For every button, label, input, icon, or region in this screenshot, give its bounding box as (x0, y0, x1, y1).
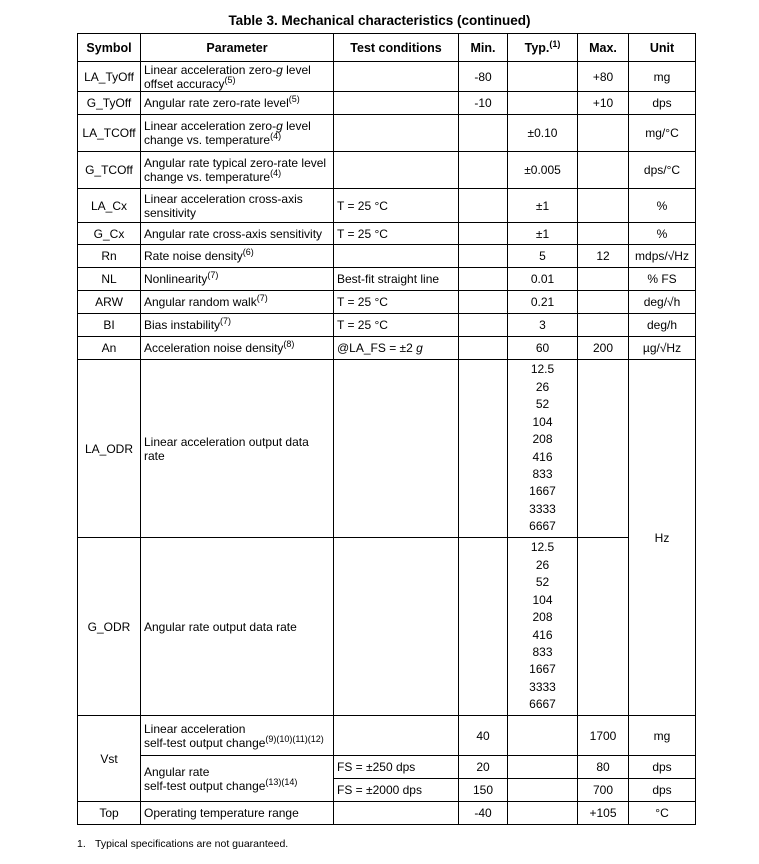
unit-cell: mg (629, 62, 696, 92)
unit-cell: mg (629, 716, 696, 756)
test-cell: FS = ±2000 dps (334, 779, 459, 802)
parameter-cell: Nonlinearity$^{(7)}$ (141, 268, 334, 291)
test-cell: T = 25 °C (334, 314, 459, 337)
table-row (78, 291, 696, 314)
symbol-cell: Top (78, 802, 141, 825)
test-cell: T = 25 °C (334, 223, 459, 245)
parameter-cell: Acceleration noise density$^{(8)}$ (141, 337, 334, 360)
parameter-cell: Angular rate zero-rate level$^{(5)}$ (141, 92, 334, 115)
symbol-cell: ARW (78, 291, 141, 314)
parameter-cell: Operating temperature range (141, 802, 334, 825)
test-cell (334, 62, 459, 92)
max-cell (578, 538, 629, 716)
parameter-cell: Angular rate cross-axis sensitivity (141, 223, 334, 245)
unit-cell: mg/°C (629, 115, 696, 152)
max-cell (578, 115, 629, 152)
table-row (78, 92, 696, 115)
max-cell: 12 (578, 245, 629, 268)
max-cell (578, 314, 629, 337)
typ-cell (508, 756, 578, 779)
typ-cell: 12.5 26 52 104 208 416 833 1667 3333 6667 (508, 360, 578, 538)
min-cell (459, 538, 508, 716)
header-parameter: Parameter (141, 34, 334, 62)
max-cell: +10 (578, 92, 629, 115)
typ-cell: ±0.10 (508, 115, 578, 152)
symbol-cell: BI (78, 314, 141, 337)
symbol-cell: G_TyOff (78, 92, 141, 115)
typ-cell: ±1 (508, 189, 578, 223)
footnote-number: 1. (77, 838, 86, 850)
symbol-cell: LA_TyOff (78, 62, 141, 92)
test-cell (334, 360, 459, 538)
min-cell (459, 245, 508, 268)
table-row (78, 314, 696, 337)
max-cell (578, 189, 629, 223)
typ-cell: 5 (508, 245, 578, 268)
min-cell (459, 268, 508, 291)
min-cell (459, 360, 508, 538)
typ-cell: 60 (508, 337, 578, 360)
test-cell (334, 115, 459, 152)
test-cell (334, 538, 459, 716)
max-cell: 1700 (578, 716, 629, 756)
unit-cell: dps (629, 779, 696, 802)
symbol-cell: Rn (78, 245, 141, 268)
min-cell: -40 (459, 802, 508, 825)
typ-cell: ±0.005 (508, 152, 578, 189)
min-cell (459, 291, 508, 314)
header-unit: Unit (629, 34, 696, 62)
test-cell: @LA_FS = ±2 g (334, 337, 459, 360)
unit-cell: dps (629, 756, 696, 779)
max-cell: +80 (578, 62, 629, 92)
unit-cell: dps/°C (629, 152, 696, 189)
min-cell (459, 152, 508, 189)
min-cell: 20 (459, 756, 508, 779)
symbol-cell: G_TCOff (78, 152, 141, 189)
parameter-cell: Linear acceleration zero-g level offset accuracy$^{(5)}$ (141, 62, 334, 92)
unit-cell: deg/h (629, 314, 696, 337)
test-cell: Best-fit straight line (334, 268, 459, 291)
typ-cell: ±1 (508, 223, 578, 245)
test-cell (334, 245, 459, 268)
unit-cell: % (629, 223, 696, 245)
header-typ: Typ.$^{(1)}$ (508, 34, 578, 62)
unit-cell: % FS (629, 268, 696, 291)
parameter-cell: Bias instability$^{(7)}$ (141, 314, 334, 337)
typ-cell (508, 62, 578, 92)
parameter-cell: Linear acceleration self-test output change$^{(9)(10)(11)(12)}$ (141, 716, 334, 756)
typ-cell: 0.01 (508, 268, 578, 291)
max-cell (578, 152, 629, 189)
table-row (78, 802, 696, 825)
table-row (78, 538, 696, 716)
test-cell (334, 152, 459, 189)
parameter-cell: Angular rate typical zero-rate level change vs. temperature$^{(4)}$ (141, 152, 334, 189)
table-row (78, 756, 696, 779)
max-cell (578, 268, 629, 291)
test-cell: T = 25 °C (334, 189, 459, 223)
typ-cell: 3 (508, 314, 578, 337)
min-cell (459, 189, 508, 223)
max-cell: 80 (578, 756, 629, 779)
test-cell (334, 92, 459, 115)
table-row (78, 152, 696, 189)
table-row (78, 223, 696, 245)
symbol-cell: G_ODR (78, 538, 141, 716)
min-cell (459, 223, 508, 245)
min-cell (459, 115, 508, 152)
unit-cell: µg/√Hz (629, 337, 696, 360)
table-row (78, 716, 696, 756)
footnote-text: Typical specifications are not guaranteed. (95, 838, 289, 850)
table-row (78, 115, 696, 152)
header-row (78, 34, 696, 62)
test-cell: T = 25 °C (334, 291, 459, 314)
mechanical-characteristics-table (77, 33, 696, 825)
unit-cell: deg/√h (629, 291, 696, 314)
max-cell (578, 223, 629, 245)
header-min: Min. (459, 34, 508, 62)
parameter-cell: Linear acceleration cross-axis sensitivity (141, 189, 334, 223)
min-cell (459, 337, 508, 360)
typ-cell (508, 92, 578, 115)
max-cell: 200 (578, 337, 629, 360)
test-cell: FS = ±250 dps (334, 756, 459, 779)
min-cell: 40 (459, 716, 508, 756)
max-cell (578, 291, 629, 314)
unit-cell: mdps/√Hz (629, 245, 696, 268)
table-row (78, 189, 696, 223)
table-row (78, 62, 696, 92)
table-row (78, 337, 696, 360)
table-row (78, 268, 696, 291)
parameter-cell: Angular random walk$^{(7)}$ (141, 291, 334, 314)
symbol-cell: G_Cx (78, 223, 141, 245)
parameter-cell: Linear acceleration zero-g level change vs. temperature$^{(4)}$ (141, 115, 334, 152)
header-symbol: Symbol (78, 34, 141, 62)
table-title: Table 3. Mechanical characteristics (continued) (228, 13, 531, 28)
parameter-cell: Linear acceleration output data rate (141, 360, 334, 538)
typ-cell (508, 716, 578, 756)
unit-cell: % (629, 189, 696, 223)
test-cell (334, 716, 459, 756)
symbol-cell: LA_Cx (78, 189, 141, 223)
max-cell (578, 360, 629, 538)
unit-cell: °C (629, 802, 696, 825)
parameter-cell: Angular rate self-test output change$^{(13)(14)}$ (141, 756, 334, 802)
footnote (77, 838, 288, 850)
unit-cell: Hz (629, 360, 696, 716)
typ-cell: 12.5 26 52 104 208 416 833 1667 3333 6667 (508, 538, 578, 716)
symbol-cell: Vst (78, 716, 141, 802)
symbol-cell: LA_ODR (78, 360, 141, 538)
min-cell (459, 314, 508, 337)
min-cell: -10 (459, 92, 508, 115)
typ-cell: 0.21 (508, 291, 578, 314)
symbol-cell: NL (78, 268, 141, 291)
table-row (78, 245, 696, 268)
unit-cell: dps (629, 92, 696, 115)
symbol-cell: LA_TCOff (78, 115, 141, 152)
parameter-cell: Angular rate output data rate (141, 538, 334, 716)
min-cell: -80 (459, 62, 508, 92)
parameter-cell: Rate noise density$^{(6)}$ (141, 245, 334, 268)
test-cell (334, 802, 459, 825)
max-cell: 700 (578, 779, 629, 802)
header-test-conditions: Test conditions (334, 34, 459, 62)
header-max: Max. (578, 34, 629, 62)
min-cell: 150 (459, 779, 508, 802)
symbol-cell: An (78, 337, 141, 360)
typ-cell (508, 802, 578, 825)
typ-cell (508, 779, 578, 802)
table-row (78, 360, 696, 538)
max-cell: +105 (578, 802, 629, 825)
